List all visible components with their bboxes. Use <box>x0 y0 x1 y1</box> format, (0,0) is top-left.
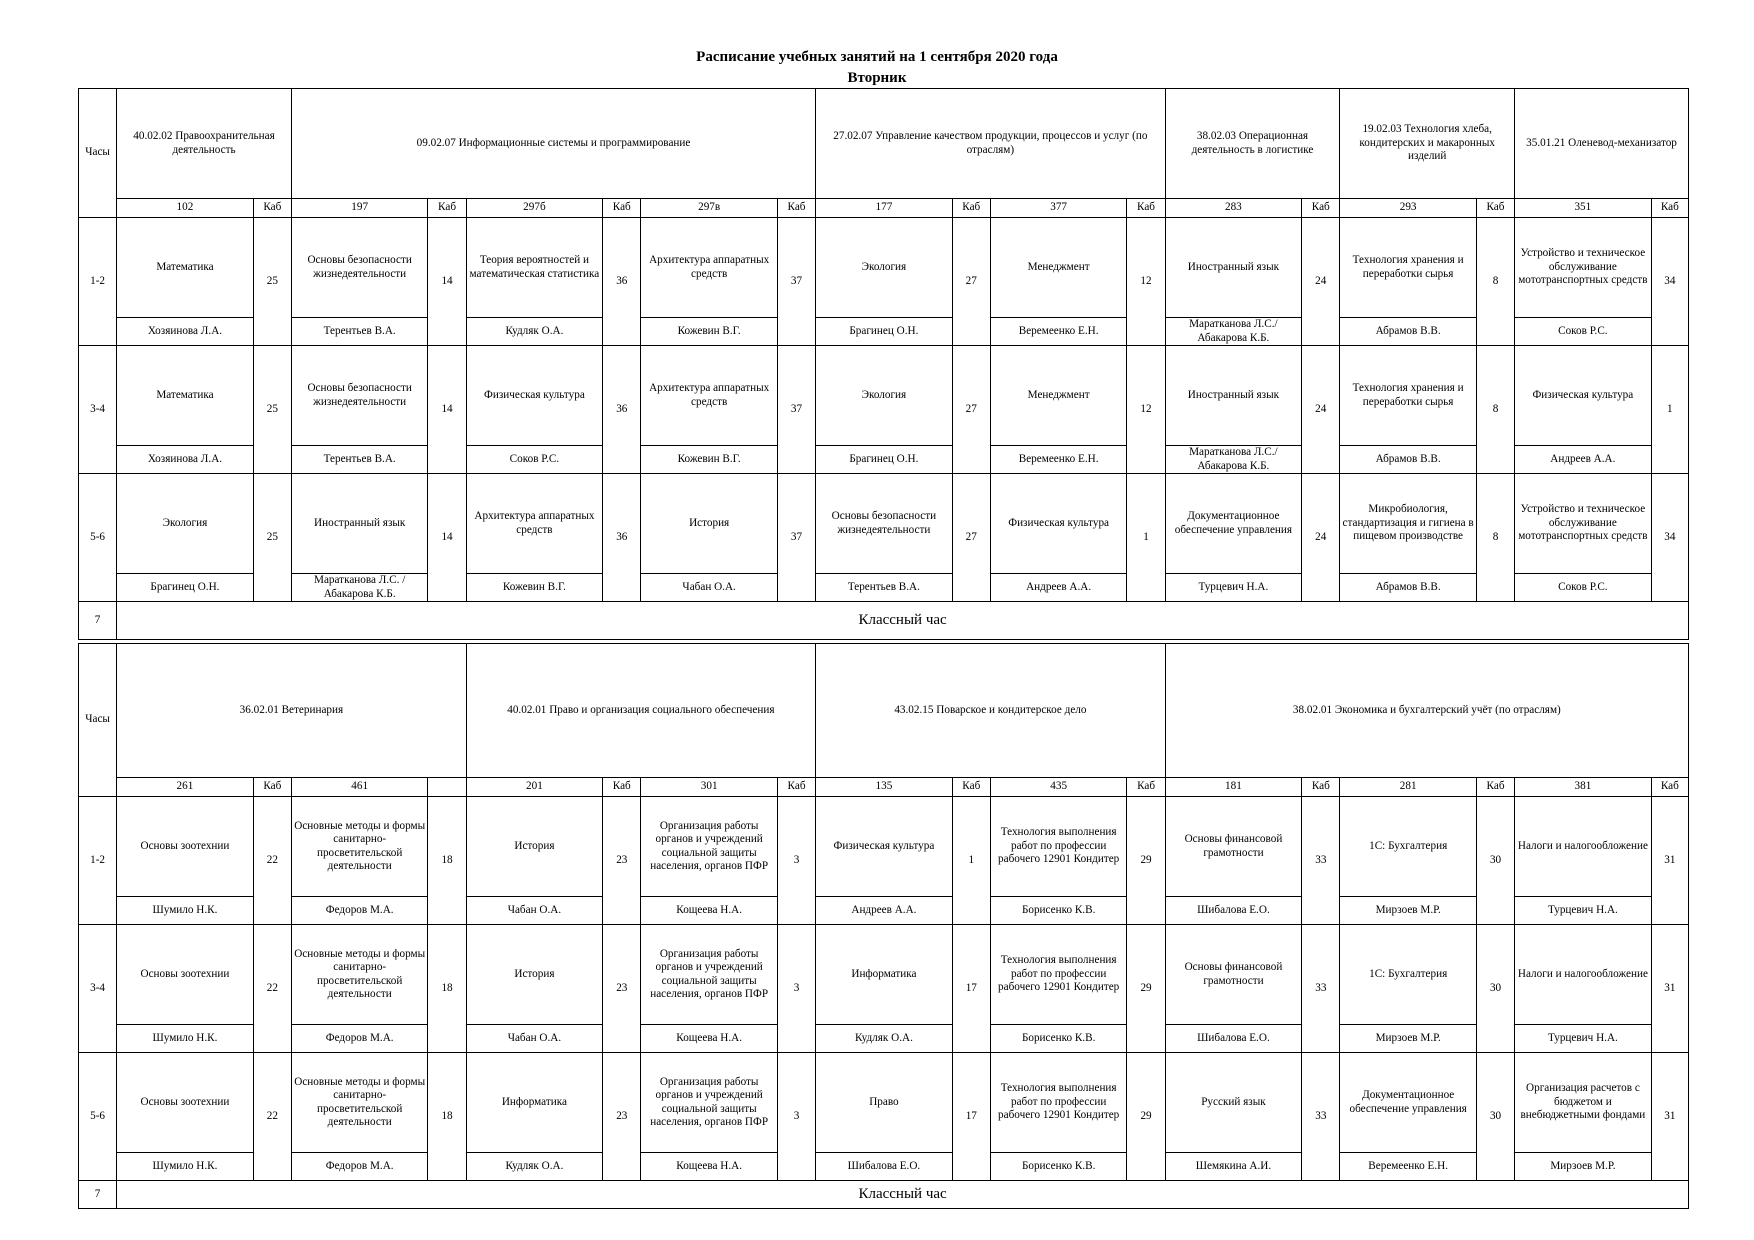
room-cell: 29 <box>1127 797 1165 925</box>
teacher-cell: Кожевин В.Г. <box>466 574 603 602</box>
subject-cell: Право <box>816 1053 953 1153</box>
subject-cell: Технология выполнения работ по профессии рабочего 12901 Кондитер <box>990 925 1127 1025</box>
teacher-cell: Кожевин В.Г. <box>641 446 778 474</box>
room-cell: 22 <box>253 925 291 1053</box>
room-cell: 31 <box>1651 925 1688 1053</box>
room-cell: 14 <box>428 218 466 346</box>
hours-cell: 7 <box>79 602 117 640</box>
room-header: Каб <box>952 778 990 797</box>
teacher-cell: Андреев А.А. <box>990 574 1127 602</box>
teacher-cell: Терентьев В.А. <box>291 318 428 346</box>
room-cell: 25 <box>253 218 291 346</box>
specialty-header: 35.01.21 Оленевод-механизатор <box>1515 89 1689 199</box>
subject-cell: Основные методы и формы санитарно-просветительской деятельности <box>291 925 428 1025</box>
teacher-row <box>79 446 1689 474</box>
subject-cell: История <box>466 797 603 897</box>
room-header: Каб <box>1127 199 1165 218</box>
room-cell: 37 <box>777 474 815 602</box>
teacher-cell: Шемякина А.И. <box>1165 1153 1302 1181</box>
group-header: 297в <box>641 199 778 218</box>
teacher-cell: Соков Р.С. <box>1515 574 1652 602</box>
room-cell: 3 <box>777 1053 815 1181</box>
group-header: 351 <box>1515 199 1652 218</box>
subject-cell: Математика <box>117 218 254 318</box>
subject-cell: Менеджмент <box>990 218 1127 318</box>
room-cell: 3 <box>777 797 815 925</box>
teacher-cell: Брагинец О.Н. <box>816 446 953 474</box>
teacher-cell: Андреев А.А. <box>816 897 953 925</box>
room-header: Каб <box>603 199 641 218</box>
subject-cell: 1С: Бухгалтерия <box>1340 925 1477 1025</box>
room-cell: 23 <box>603 1053 641 1181</box>
lesson-row <box>79 346 1689 446</box>
room-cell: 33 <box>1302 1053 1340 1181</box>
room-cell: 1 <box>1651 346 1688 474</box>
subject-cell: Иностранный язык <box>1165 218 1302 318</box>
hours-cell: 7 <box>79 1181 117 1209</box>
group-header: 181 <box>1165 778 1302 797</box>
room-cell: 12 <box>1127 346 1165 474</box>
teacher-cell: Брагинец О.Н. <box>117 574 254 602</box>
teacher-cell: Кожевин В.Г. <box>641 318 778 346</box>
teacher-cell: Кудляк О.А. <box>816 1025 953 1053</box>
schedule-table-bottom <box>78 643 1689 1209</box>
room-cell: 29 <box>1127 925 1165 1053</box>
subject-cell: Информатика <box>816 925 953 1025</box>
room-cell: 31 <box>1651 797 1688 925</box>
teacher-cell: Борисенко К.В. <box>990 1153 1127 1181</box>
room-cell: 8 <box>1476 218 1514 346</box>
teacher-cell: Федоров М.А. <box>291 1153 428 1181</box>
specialty-header: 38.02.03 Операционная деятельность в логистике <box>1165 89 1340 199</box>
group-header: 377 <box>990 199 1127 218</box>
day-title: Вторник <box>847 70 907 86</box>
room-cell: 22 <box>253 797 291 925</box>
teacher-cell: Хозяинова Л.А. <box>117 318 254 346</box>
subject-cell: Основы зоотехнии <box>117 797 254 897</box>
teacher-cell: Чабан О.А. <box>466 1025 603 1053</box>
teacher-row <box>79 318 1689 346</box>
teacher-row <box>79 1153 1689 1181</box>
teacher-cell: Кощеева Н.А. <box>641 1025 778 1053</box>
teacher-row <box>79 897 1689 925</box>
class-hour-cell: Классный час <box>117 1181 1689 1209</box>
room-cell: 27 <box>952 474 990 602</box>
teacher-cell: Терентьев В.А. <box>816 574 953 602</box>
teacher-cell: Мирзоев М.Р. <box>1340 1025 1477 1053</box>
subject-cell: Математика <box>117 346 254 446</box>
specialty-header: 40.02.02 Правоохранительная деятельность <box>117 89 292 199</box>
class-hour-row <box>79 1181 1689 1209</box>
teacher-cell: Шумило Н.К. <box>117 897 254 925</box>
room-header: Каб <box>777 199 815 218</box>
room-header: Каб <box>777 778 815 797</box>
teacher-cell: Хозяинова Л.А. <box>117 446 254 474</box>
room-cell: 23 <box>603 925 641 1053</box>
teacher-cell: Кудляк О.А. <box>466 1153 603 1181</box>
teacher-cell: Абрамов В.В. <box>1340 574 1477 602</box>
room-header: Каб <box>1302 199 1340 218</box>
subject-cell: Физическая культура <box>990 474 1127 574</box>
room-cell: 1 <box>952 797 990 925</box>
lesson-row <box>79 925 1689 1025</box>
subject-cell: Менеджмент <box>990 346 1127 446</box>
specialty-header: 43.02.15 Поварское и кондитерское дело <box>816 644 1166 778</box>
specialty-row <box>79 89 1689 199</box>
room-cell: 18 <box>428 925 466 1053</box>
teacher-cell: Веремеенко Е.Н. <box>990 318 1127 346</box>
room-cell: 30 <box>1476 797 1514 925</box>
room-cell: 36 <box>603 346 641 474</box>
teacher-cell: Федоров М.А. <box>291 897 428 925</box>
room-cell: 24 <box>1302 218 1340 346</box>
room-header: Каб <box>1127 778 1165 797</box>
group-header: 283 <box>1165 199 1302 218</box>
room-cell: 27 <box>952 346 990 474</box>
room-cell: 1 <box>1127 474 1165 602</box>
specialty-header: 19.02.03 Технология хлеба, кондитерских и макаронных изделий <box>1340 89 1515 199</box>
subject-cell: Основы финансовой грамотности <box>1165 797 1302 897</box>
group-header: 301 <box>641 778 778 797</box>
room-cell: 37 <box>777 218 815 346</box>
room-header: Каб <box>1651 778 1688 797</box>
hours-cell: 1-2 <box>79 797 117 925</box>
room-cell: 29 <box>1127 1053 1165 1181</box>
teacher-cell: Борисенко К.В. <box>990 1025 1127 1053</box>
specialty-header: 38.02.01 Экономика и бухгалтерский учёт (по отраслям) <box>1165 644 1688 778</box>
teacher-cell: Соков Р.С. <box>466 446 603 474</box>
subject-cell: Основы безопасности жизнедеятельности <box>291 218 428 318</box>
subject-cell: Налоги и налогообложение <box>1515 925 1652 1025</box>
specialty-header: 40.02.01 Право и организация социального обеспечения <box>466 644 816 778</box>
teacher-cell: Кощеева Н.А. <box>641 1153 778 1181</box>
room-cell: 24 <box>1302 346 1340 474</box>
teacher-cell: Шумило Н.К. <box>117 1025 254 1053</box>
room-cell: 33 <box>1302 925 1340 1053</box>
subject-cell: Основы зоотехнии <box>117 925 254 1025</box>
group-header: 197 <box>291 199 428 218</box>
teacher-cell: Мирзоев М.Р. <box>1340 897 1477 925</box>
subject-cell: Основы зоотехнии <box>117 1053 254 1153</box>
subject-cell: Физическая культура <box>466 346 603 446</box>
teacher-cell: Турцевич Н.А. <box>1165 574 1302 602</box>
subject-cell: Основы безопасности жизнедеятельности <box>291 346 428 446</box>
group-header: 381 <box>1515 778 1652 797</box>
room-cell: 33 <box>1302 797 1340 925</box>
subject-cell: Технология выполнения работ по профессии рабочего 12901 Кондитер <box>990 1053 1127 1153</box>
room-cell: 24 <box>1302 474 1340 602</box>
subject-cell: Устройство и техническое обслуживание мототранспортных средств <box>1515 474 1652 574</box>
teacher-cell: Маратканова Л.С. /Абакарова К.Б. <box>291 574 428 602</box>
group-header: 435 <box>990 778 1127 797</box>
room-cell: 36 <box>603 474 641 602</box>
room-cell: 8 <box>1476 346 1514 474</box>
group-header: 102 <box>117 199 254 218</box>
subject-cell: Документационное обеспечение управления <box>1340 1053 1477 1153</box>
subject-cell: Физическая культура <box>816 797 953 897</box>
teacher-cell: Турцевич Н.А. <box>1515 897 1652 925</box>
subject-cell: Русский язык <box>1165 1053 1302 1153</box>
hours-header: Часы <box>79 89 117 218</box>
room-cell: 37 <box>777 346 815 474</box>
subject-cell: Архитектура аппаратных средств <box>641 346 778 446</box>
teacher-row <box>79 1025 1689 1053</box>
hours-header: Часы <box>79 644 117 797</box>
group-header-row <box>79 199 1689 218</box>
subject-cell: Организация работы органов и учреждений социальной защиты населения, органов ПФР <box>641 1053 778 1153</box>
room-cell: 22 <box>253 1053 291 1181</box>
teacher-cell: Веремеенко Е.Н. <box>990 446 1127 474</box>
subject-cell: Физическая культура <box>1515 346 1652 446</box>
teacher-cell: Кощеева Н.А. <box>641 897 778 925</box>
subject-cell: Иностранный язык <box>1165 346 1302 446</box>
schedule-table-top <box>78 88 1689 640</box>
specialty-row <box>79 644 1689 778</box>
subject-cell: Организация расчетов с бюджетом и внебюджетными фондами <box>1515 1053 1652 1153</box>
subject-cell: Основы финансовой грамотности <box>1165 925 1302 1025</box>
room-cell: 25 <box>253 474 291 602</box>
group-header: 135 <box>816 778 953 797</box>
room-header: Каб <box>428 199 466 218</box>
room-header: Каб <box>253 778 291 797</box>
room-cell: 3 <box>777 925 815 1053</box>
group-header: 261 <box>117 778 254 797</box>
specialty-header: 09.02.07 Информационные системы и программирование <box>291 89 815 199</box>
teacher-cell: Мирзоев М.Р. <box>1515 1153 1652 1181</box>
hours-cell: 5-6 <box>79 1053 117 1181</box>
room-header: Каб <box>952 199 990 218</box>
teacher-cell: Федоров М.А. <box>291 1025 428 1053</box>
subject-cell: Организация работы органов и учреждений социальной защиты населения, органов ПФР <box>641 925 778 1025</box>
subject-cell: Устройство и техническое обслуживание мототранспортных средств <box>1515 218 1652 318</box>
teacher-cell: Шумило Н.К. <box>117 1153 254 1181</box>
group-header <box>428 778 466 797</box>
subject-cell: Теория вероятностей и математическая статистика <box>466 218 603 318</box>
group-header-row <box>79 778 1689 797</box>
group-header: 461 <box>291 778 428 797</box>
teacher-cell: Абрамов В.В. <box>1340 446 1477 474</box>
hours-cell: 3-4 <box>79 925 117 1053</box>
room-cell: 25 <box>253 346 291 474</box>
subject-cell: Экология <box>816 218 953 318</box>
subject-cell: Микробиология, стандартизация и гигиена в пищевом производстве <box>1340 474 1477 574</box>
group-header: 201 <box>466 778 603 797</box>
teacher-cell: Чабан О.А. <box>641 574 778 602</box>
class-hour-cell: Классный час <box>117 602 1689 640</box>
room-cell: 14 <box>428 346 466 474</box>
teacher-cell: Чабан О.А. <box>466 897 603 925</box>
teacher-cell: Кудляк О.А. <box>466 318 603 346</box>
specialty-header: 36.02.01 Ветеринария <box>117 644 466 778</box>
teacher-cell: Абрамов В.В. <box>1340 318 1477 346</box>
class-hour-row <box>79 602 1689 640</box>
teacher-cell: Шибалова Е.О. <box>1165 897 1302 925</box>
subject-cell: Технология хранения и переработки сырья <box>1340 346 1477 446</box>
room-cell: 30 <box>1476 925 1514 1053</box>
room-cell: 12 <box>1127 218 1165 346</box>
room-cell: 31 <box>1651 1053 1688 1181</box>
room-cell: 36 <box>603 218 641 346</box>
group-header: 281 <box>1340 778 1477 797</box>
lesson-row <box>79 474 1689 574</box>
room-header: Каб <box>1302 778 1340 797</box>
subject-cell: Организация работы органов и учреждений социальной защиты населения, органов ПФР <box>641 797 778 897</box>
lesson-row <box>79 1053 1689 1153</box>
room-cell: 18 <box>428 1053 466 1181</box>
teacher-cell: Терентьев В.А. <box>291 446 428 474</box>
teacher-cell: Шибалова Е.О. <box>816 1153 953 1181</box>
room-cell: 17 <box>952 925 990 1053</box>
teacher-cell: Брагинец О.Н. <box>816 318 953 346</box>
teacher-cell: Веремеенко Е.Н. <box>1340 1153 1477 1181</box>
hours-cell: 1-2 <box>79 218 117 346</box>
subject-cell: Экология <box>117 474 254 574</box>
room-cell: 18 <box>428 797 466 925</box>
subject-cell: Экология <box>816 346 953 446</box>
room-header: Каб <box>253 199 291 218</box>
page-title: Расписание учебных занятий на 1 сентября 2020 года <box>696 49 1058 65</box>
room-cell: 17 <box>952 1053 990 1181</box>
room-cell: 34 <box>1651 474 1688 602</box>
subject-cell: Основные методы и формы санитарно-просветительской деятельности <box>291 1053 428 1153</box>
subject-cell: Налоги и налогообложение <box>1515 797 1652 897</box>
subject-cell: История <box>641 474 778 574</box>
group-header: 293 <box>1340 199 1477 218</box>
subject-cell: Иностранный язык <box>291 474 428 574</box>
room-cell: 30 <box>1476 1053 1514 1181</box>
hours-cell: 5-6 <box>79 474 117 602</box>
room-cell: 23 <box>603 797 641 925</box>
room-cell: 27 <box>952 218 990 346</box>
teacher-cell: Шибалова Е.О. <box>1165 1025 1302 1053</box>
subject-cell: Основные методы и формы санитарно-просветительской деятельности <box>291 797 428 897</box>
teacher-cell: Маратканова Л.С./Абакарова К.Б. <box>1165 318 1302 346</box>
teacher-cell: Маратканова Л.С./Абакарова К.Б. <box>1165 446 1302 474</box>
teacher-cell: Борисенко К.В. <box>990 897 1127 925</box>
teacher-cell: Турцевич Н.А. <box>1515 1025 1652 1053</box>
subject-cell: Основы безопасности жизнедеятельности <box>816 474 953 574</box>
room-cell: 34 <box>1651 218 1688 346</box>
teacher-cell: Андреев А.А. <box>1515 446 1652 474</box>
room-header: Каб <box>603 778 641 797</box>
room-header: Каб <box>1651 199 1688 218</box>
subject-cell: 1С: Бухгалтерия <box>1340 797 1477 897</box>
subject-cell: Информатика <box>466 1053 603 1153</box>
lesson-row <box>79 797 1689 897</box>
hours-cell: 3-4 <box>79 346 117 474</box>
room-cell: 8 <box>1476 474 1514 602</box>
teacher-row <box>79 574 1689 602</box>
teacher-cell: Соков Р.С. <box>1515 318 1652 346</box>
room-header: Каб <box>1476 778 1514 797</box>
subject-cell: Технология хранения и переработки сырья <box>1340 218 1477 318</box>
group-header: 177 <box>816 199 953 218</box>
subject-cell: Архитектура аппаратных средств <box>466 474 603 574</box>
room-header: Каб <box>1476 199 1514 218</box>
specialty-header: 27.02.07 Управление качеством продукции, процессов и услуг (по отраслям) <box>816 89 1165 199</box>
group-header: 297б <box>466 199 603 218</box>
subject-cell: Архитектура аппаратных средств <box>641 218 778 318</box>
lesson-row <box>79 218 1689 318</box>
room-cell: 14 <box>428 474 466 602</box>
subject-cell: История <box>466 925 603 1025</box>
subject-cell: Технология выполнения работ по профессии рабочего 12901 Кондитер <box>990 797 1127 897</box>
subject-cell: Документационное обеспечение управления <box>1165 474 1302 574</box>
